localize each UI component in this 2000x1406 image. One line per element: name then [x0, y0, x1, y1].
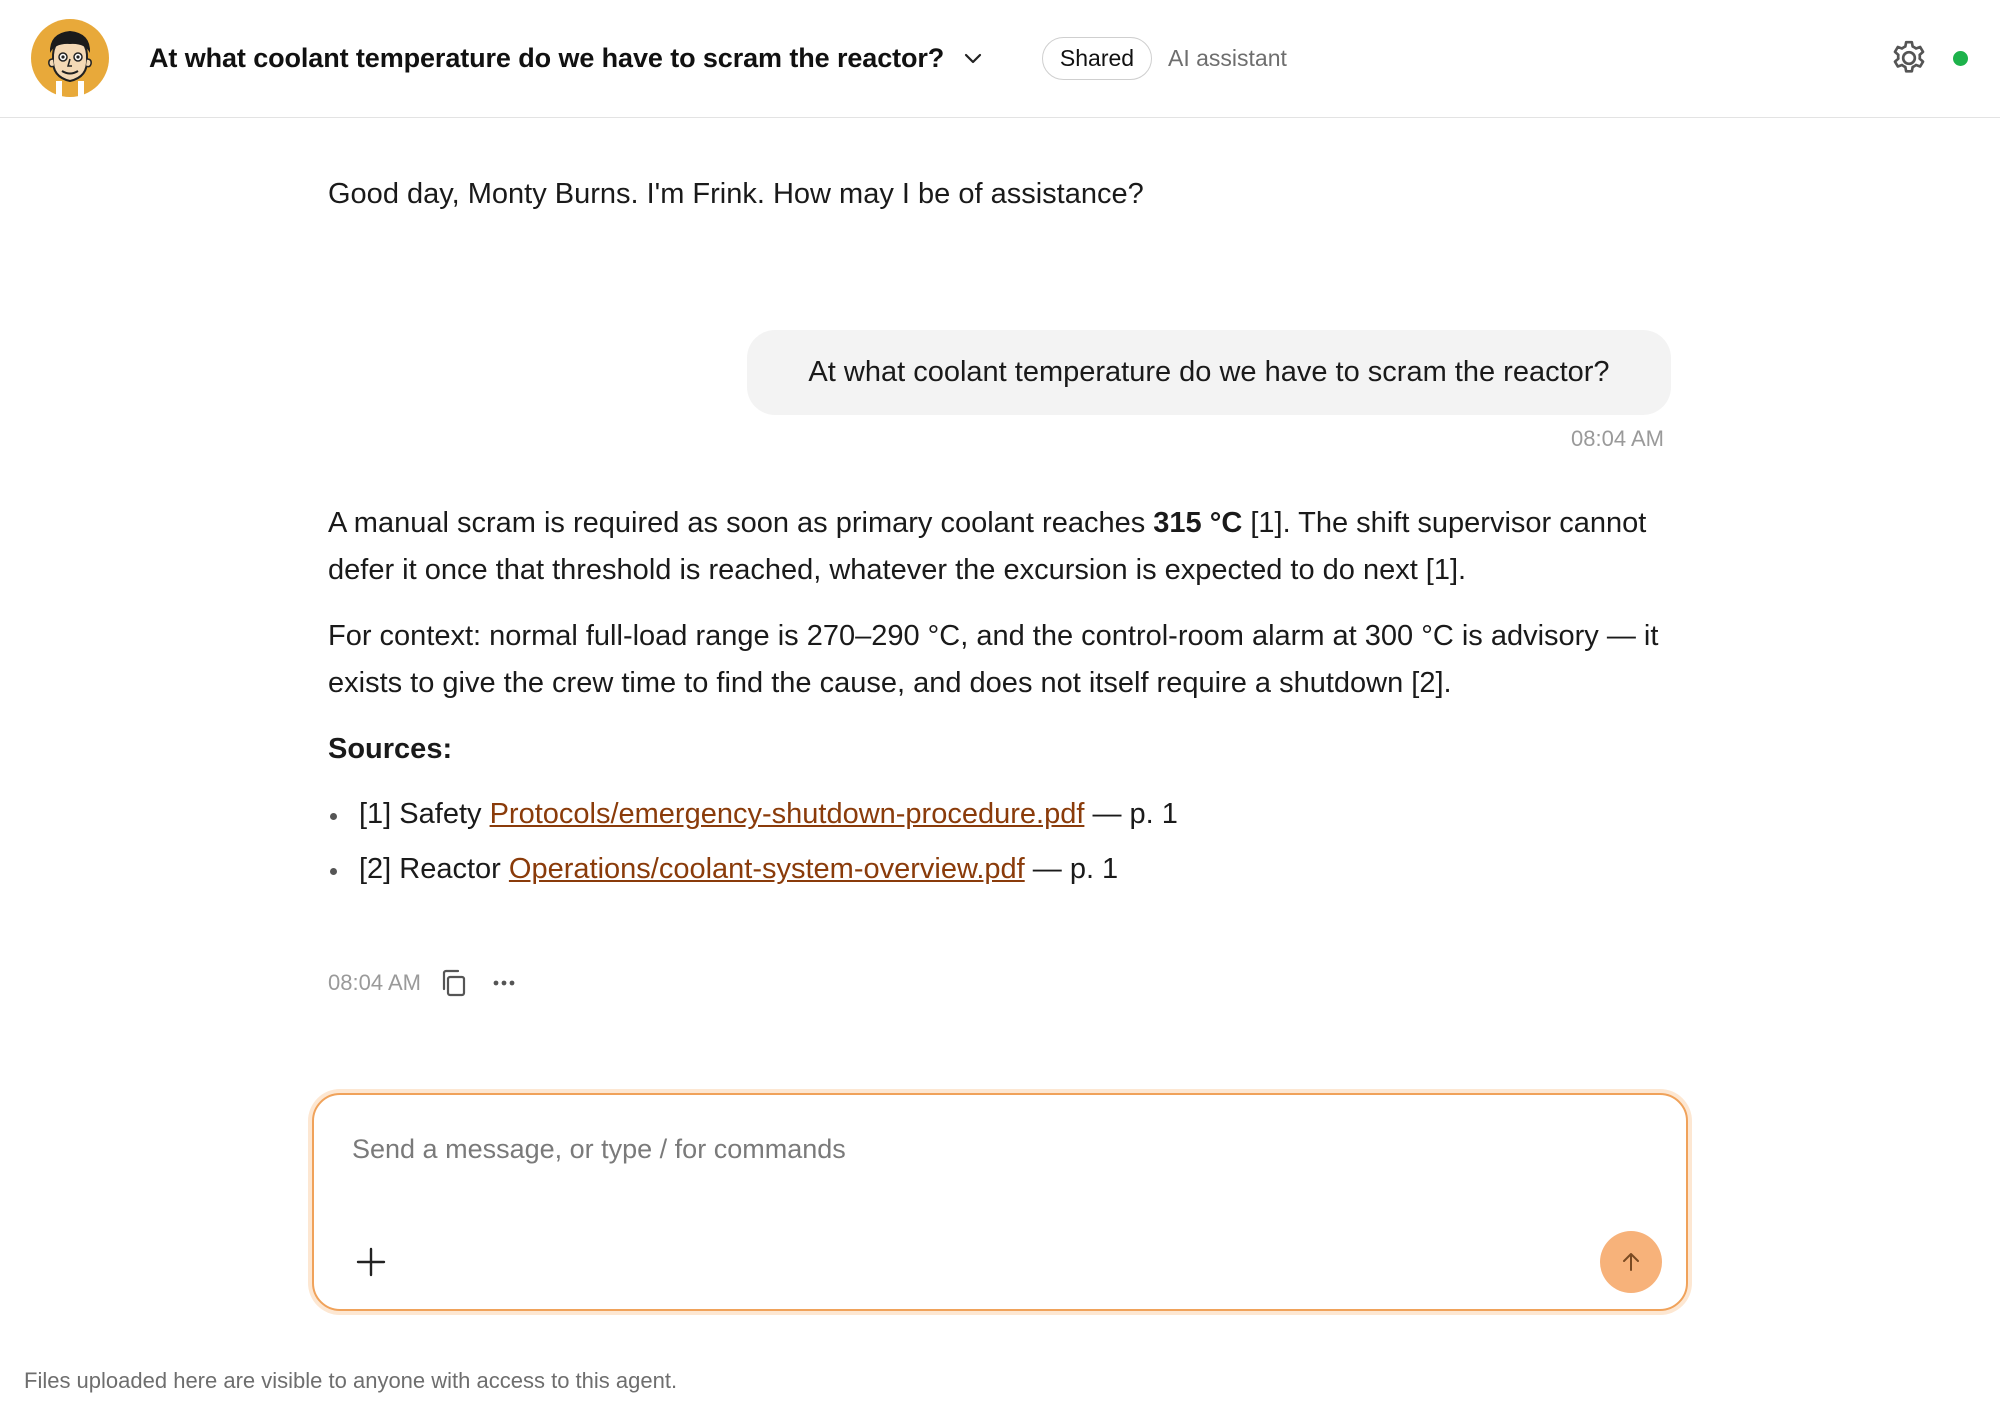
source-prefix: [2] Reactor: [359, 853, 509, 885]
source-page: — p. 1: [1024, 853, 1119, 885]
online-status-dot: [1953, 51, 1968, 66]
source-link[interactable]: Protocols/emergency-shutdown-procedure.pdf: [489, 798, 1085, 830]
message-input[interactable]: [352, 1125, 1552, 1173]
plus-icon[interactable]: [354, 1245, 388, 1279]
top-bar: [0, 0, 2000, 118]
conversation-title-dropdown[interactable]: [149, 38, 984, 78]
ai-assistant-label: AI assistant: [1168, 45, 1287, 71]
source-item: [328, 846, 1668, 893]
answer-actions: [328, 965, 521, 1001]
page-title: At what coolant temperature do we have to scram the reactor?: [149, 42, 945, 73]
chevron-down-icon: [962, 47, 984, 69]
message-composer: [312, 1093, 1688, 1311]
gear-icon[interactable]: [1889, 38, 1929, 78]
answer-text: [1]. The shift supervisor cannot defer it once that threshold is reached, whatever the excursion is expected to do next [1].: [328, 507, 1647, 586]
answer-timestamp: 08:04 AM: [328, 970, 421, 995]
shared-badge[interactable]: [1042, 37, 1152, 80]
source-page: — p. 1: [1084, 798, 1178, 830]
answer-paragraph: [328, 500, 1668, 594]
source-link[interactable]: Operations/coolant-system-overview.pdf: [508, 853, 1025, 885]
user-message-text: At what coolant temperature do we have to scram the reactor?: [808, 356, 1610, 388]
assistant-answer: [328, 500, 1668, 901]
sources-list: [328, 791, 1668, 893]
answer-highlight: 315 °C: [1153, 507, 1243, 539]
shared-label: Shared: [1059, 45, 1135, 71]
source-item: [328, 791, 1668, 838]
assistant-greeting: Good day, Monty Burns. I'm Frink. How may I be of assistance?: [328, 178, 1144, 210]
arrow-up-icon: [1617, 1248, 1645, 1276]
user-message-bubble: [747, 330, 1671, 415]
upload-visibility-note: Files uploaded here are visible to anyone with access to this agent.: [24, 1368, 678, 1393]
send-button[interactable]: [1600, 1231, 1662, 1293]
sources-heading: Sources:: [328, 733, 453, 765]
more-horizontal-icon[interactable]: [487, 966, 521, 1000]
answer-paragraph: For context: normal full-load range is 270–290 °C, and the control-room alarm at 300 °C is advisory — it exists to give the crew time to find the cause, and does not itself require a shutdown [2].: [328, 620, 1659, 699]
user-message-timestamp: 08:04 AM: [1571, 426, 1664, 451]
answer-text: A manual scram is required as soon as primary coolant reaches: [328, 507, 1154, 539]
copy-icon[interactable]: [437, 966, 471, 1000]
source-prefix: [1] Safety: [359, 798, 490, 830]
cartoon-avatar-icon[interactable]: [31, 19, 109, 97]
